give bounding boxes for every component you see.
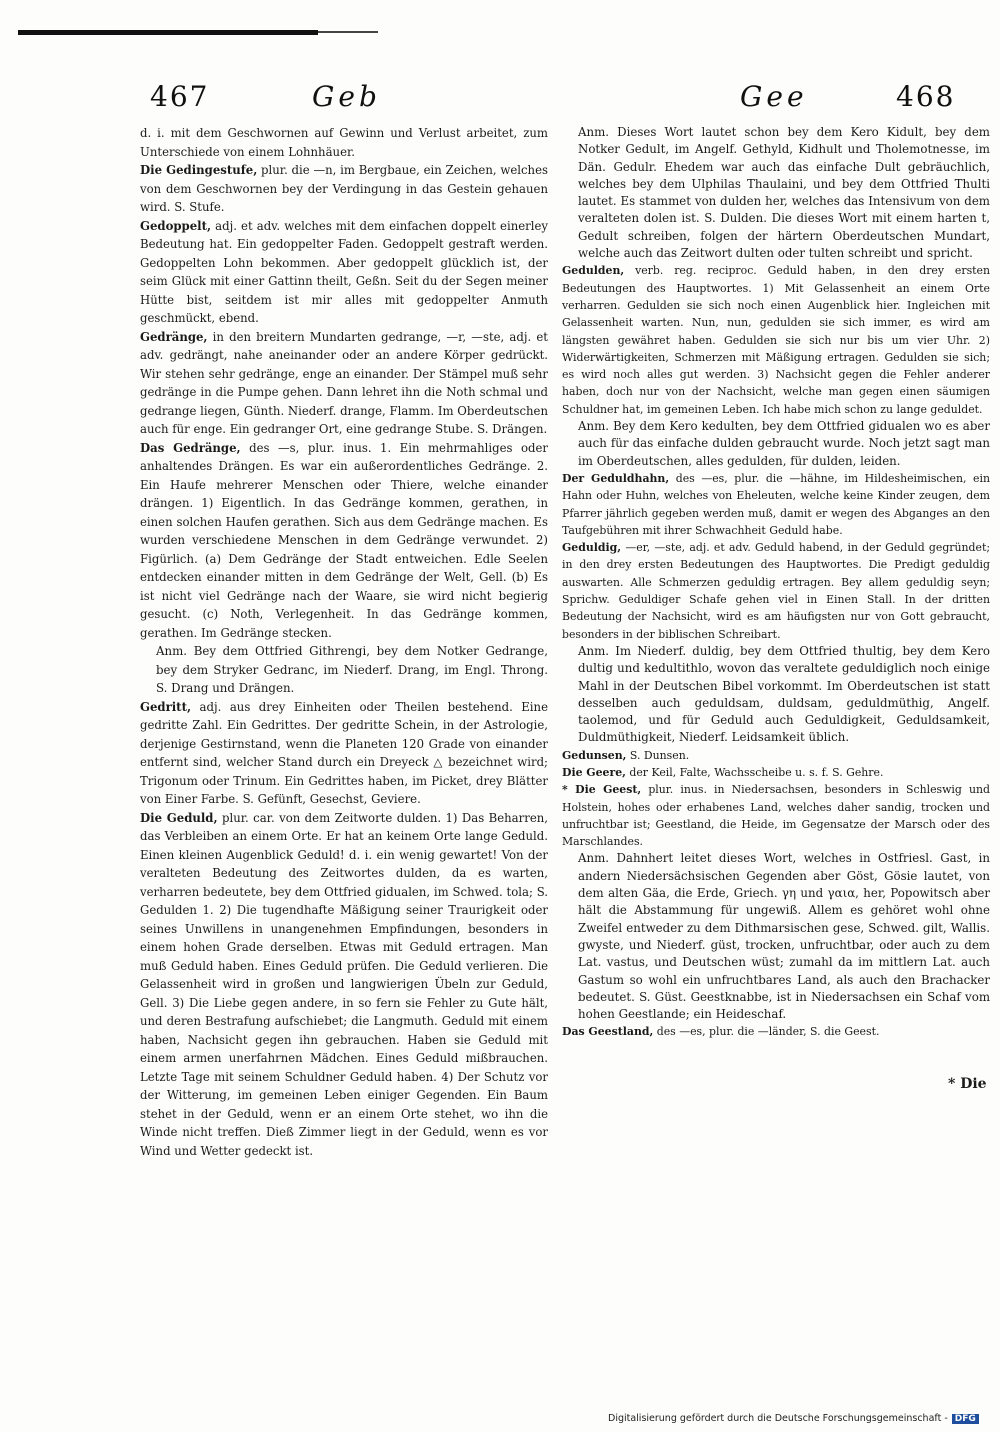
entry-text: des —es, plur. die —länder, S. die Geest. — [656, 1025, 880, 1039]
dictionary-entry — [140, 809, 548, 1161]
entry-lemma: Gedränge, — [140, 329, 208, 344]
catchword: * Die — [948, 1076, 987, 1092]
dictionary-entry — [140, 698, 548, 809]
dictionary-entry — [562, 781, 990, 850]
annotation-paragraph — [562, 850, 990, 1023]
entry-lemma: Gedulden, — [562, 264, 625, 278]
entry-text: Anm. Bey dem Kero kedulten, bey dem Ottfried gidualen wo es aber auch für das einfache dulden gebraucht wurde. Noch jetzt sagt man im Oberdeutschen, alles gedulden, für dulden, leiden. — [578, 419, 990, 468]
entry-text: der Keil, Falte, Wachsscheibe u. s. f. S. Gehre. — [629, 765, 884, 779]
annotation-paragraph — [562, 418, 990, 470]
dfg-logo: DFG — [952, 1414, 979, 1424]
entry-lemma: Das Geestland, — [562, 1025, 654, 1039]
dictionary-entry — [562, 262, 990, 418]
entry-text: plur. die —n, im Bergbaue, ein Zeichen, welches von dem Geschwornen bey der Verdingung in das Gestein gehauen wird. S. Stufe. — [140, 163, 548, 214]
right-text-column — [562, 124, 990, 1041]
left-page-number: 467 — [150, 80, 210, 113]
dictionary-entry — [140, 217, 548, 328]
dictionary-entry — [562, 1023, 990, 1040]
scan-edge-mark — [18, 30, 318, 35]
dictionary-entry — [140, 439, 548, 643]
footer-credit — [608, 1413, 979, 1424]
dictionary-entry — [140, 328, 548, 439]
annotation-paragraph — [562, 124, 990, 262]
entry-text: des —es, plur. die —hähne, im Hildesheimischen, ein Hahn oder Huhn, welches von Eheleuten, welche keine Kinder zeugen, dem Pfarrer jährlich gegeben werden muß, damit er wegen des Abganges an den Taufgebühren mit ihrer Schwachheit Geduld habe. — [562, 471, 990, 537]
entry-lemma: Gedritt, — [140, 699, 192, 714]
entry-text: Anm. Dieses Wort lautet schon bey dem Kero Kidult, bey dem Notker Gedult, im Angelf. Gethyld, Kidhult und Tholemotnesse, im Dän. Gedulr. Ehedem war auch das einfache Dult gebräuchlich, welches bey dem Ulphilas Thaulaini, und bey dem Ottfried Thulti lautet. Es stammet von dulden her, welches das Intensivum von dem veralteten dolen ist. S. Dulden. Die dieses Wort mit einem harten t, Gedult schreiben, folgen der härtern Oberdeutschen Mundart, welche auch das Zeitwort dulten oder tulten schreibt und spricht. — [578, 125, 990, 261]
scan-edge-mark-thin — [318, 31, 378, 33]
dictionary-entry — [562, 470, 990, 539]
entry-lemma: Die Geduld, — [140, 810, 218, 825]
entry-text: plur. inus. in Niedersachsen, besonders in Schleswig und Holstein, hohes oder erhabenes Land, welches daher sandig, trocken und unfruchtbar ist; Geestland, die Heide, im Gegensatze der Marsch oder des Marschlandes. — [562, 783, 990, 849]
entry-text: in den breitern Mundarten gedrange, —r, —ste, adj. et adv. gedrängt, nahe aneinander oder an andere Körper gedrückt. Wir stehen sehr gedränge, enge an einander. Der Stämpel muß sehr gedränge in die Pumpe gehen. Dann lehret ihn die Noth schmal und gedrange liegen, Günth. Niederf. drange, Flamm. Im Oberdeutschen auch für enge. Ein gedranger Ort, eine gedrange Stube. S. Drängen. — [140, 329, 548, 436]
right-page-number: 468 — [896, 80, 956, 113]
entry-lemma: * Die Geest, — [562, 783, 642, 797]
dictionary-entry — [562, 539, 990, 643]
left-text-column — [140, 124, 548, 1160]
entry-text: plur. car. von dem Zeitworte dulden. 1) Das Beharren, das Verbleiben an einem Orte. Er hat an keinem Orte lange Geduld. Einen kleinen Augenblick Geduld! d. i. ein wenig gewartet! Von der veralteten Bedeutung des Zeitwortes dulden, da es warten, verharren bedeutete, bey dem Ottfried gidualen, im Schwed. tola; S. Gedulden 1. 2) Die tugendhafte Mäßigung seiner Traurigkeit oder seines Unwillens in unangenehmen Empfindungen, besonders in einem hohen Grade derselben. Etwas mit Geduld ertragen. Man muß Geduld haben. Eines Geduld prüfen. Die Geduld verlieren. Die Gelassenheit wird in großen und langwierigen Übeln zur Geduld, Gell. 3) Die Liebe gegen andere, in so fern sie Fehler zu Gute hält, und deren Bestrafung aufschiebet; die Langmuth. Geduld mit einem haben, Nachsicht gegen ihn gebrauchen. Haben sie Geduld mit einem armen unerfahrnen Mädchen. Eines Geduld mißbrauchen. Letzte Tage mit seinem Schuldner Geduld haben. 4) Der Schutz vor der Witterung, im gemeinen Leben einiger Gegenden. Ein Baum stehet in der Geduld, wenn er an einem Orte stehet, wo ihn die Winde nicht treffen. Dieß Zimmer liegt in der Geduld, wenn es vor Wind und Wetter gedeckt ist. — [140, 810, 548, 1158]
entry-lemma: Die Geere, — [562, 765, 626, 779]
entry-lemma: Der Geduldhahn, — [562, 471, 670, 485]
right-running-head: Gee — [740, 80, 808, 113]
entry-lemma: Das Gedränge, — [140, 440, 241, 455]
left-running-head: Geb — [312, 80, 381, 113]
entry-text: Anm. Im Niederf. duldig, bey dem Ottfried thultig, bey dem Kero dultig und kedultithlo, wovon das veraltete geduldiglich noch einige Mahl in der Deutschen Bibel vorkommt. Im Oberdeutschen ist statt desselben auch geduldsam, duldsam, geduldmüthig, Angelf. taolemod, und für Geduld auch Geduldigkeit, Geduldsamkeit, Duldmüthigkeit, Niederf. Leidsamkeit üblich. — [578, 643, 990, 745]
entry-text: S. Dunsen. — [629, 748, 690, 762]
entry-lemma: Gedoppelt, — [140, 218, 212, 233]
entry-text: verb. reg. reciproc. Geduld haben, in den drey ersten Bedeutungen des Hauptwortes. 1) Mit Gelassenheit an einem Orte verharren. Gedulden sie sich noch einen Augenblick hier. Ingleichen mit Gelassenheit warten. Nun, nun, gedulden sie sich immer, es wird am längsten gewähret haben. Gedulden sie sich nur bis um vier Uhr. 2) Widerwärtigkeiten, Schmerzen mit Mäßigung ertragen. Gedulden sie sich; es wird noch alles gut werden. 3) Nachsicht gegen die Fehler anderer haben, doch nur von der Nachsicht, welche man gegen einen säumigen Schuldner hat, im gemeinen Leben. Ich habe mich schon zu lange geduldet. — [562, 264, 990, 416]
entry-lemma: Geduldig, — [562, 541, 622, 555]
entry-text: adj. aus drey Einheiten oder Theilen bestehend. Eine gedritte Zahl. Ein Gedrittes. Der gedritte Schein, in der Astrologie, derjenige Gestirnstand, wenn die Planeten 120 Grade von einander entfernt sind, welcher Stand durch ein Dreyeck △ bezeichnet wird; Trigonum oder Trinum. Ein Gedrittes haben, im Picket, drey Blätter von Einer Farbe. S. Gefünft, Gesechst, Geviere. — [140, 699, 548, 806]
annotation-paragraph — [562, 643, 990, 747]
dictionary-entry — [140, 124, 548, 161]
dictionary-entry — [562, 747, 990, 764]
entry-text: d. i. mit dem Geschwornen auf Gewinn und Verlust arbeitet, zum Unterschiede von einem Lohnhäuer. — [140, 126, 548, 159]
entry-lemma: Gedunsen, — [562, 748, 627, 762]
entry-text: Anm. Bey dem Ottfried Githrengi, bey dem Notker Gedrange, bey dem Stryker Gedranc, im Niederf. Drang, im Engl. Throng. S. Drang und Drängen. — [156, 644, 548, 695]
footer-text: Digitalisierung gefördert durch die Deutsche Forschungsgemeinschaft - — [608, 1413, 948, 1424]
entry-text: Anm. Dahnhert leitet dieses Wort, welches in Ostfriesl. Gast, in andern Niedersächsischen Gegenden aber Göst, Gösie lautet, von dem alten Gäa, die Erde, Griech. γη und γαια, her, Popowitsch aber hält die Abstammung für ungewiß. Allem es gehöret wohl ohne Zweifel entweder zu dem Dithmarsischen gese, Schwed. gilt, Wallis. gwyste, und Niederf. güst, trocken, unfruchtbar, oder auch zu dem Lat. vastus, und Deutschen wüst; zumahl da im mittlern Lat. auch Gastum so wohl ein unfruchtbares Land, als auch den Brachacker bedeutet. S. Güst. Geestknabbe, ist in Niedersachsen ein Schaf vom hohen Geestlande; ein Heideschaf. — [578, 851, 990, 1022]
entry-text: adj. et adv. welches mit dem einfachen doppelt einerley Bedeutung hat. Ein gedoppelter Faden. Gedoppelt gestraft werden. Gedoppelten Lohn bekommen. Aber gedoppelt glücklich ist, der seim Glück mit einer Gattinn theilt, Geßn. Seit du der Segen meiner Hütte bist, seitdem ist mir alles mit gedoppelter Anmuth geschmückt, ebend. — [140, 218, 549, 325]
entry-text: des —s, plur. inus. 1. Ein mehrmahliges oder anhaltendes Drängen. Es war ein außerordentliches Gedränge. 2. Ein Haufe mehrerer Menschen oder Thiere, welche einander drängen. 1) Eigentlich. In das Gedränge kommen, gerathen, in einen solchen Haufen gerathen. Sich aus dem Gedränge machen. Es wurden verschiedene Menschen in dem Gedränge verwundet. 2) Figürlich. (a) Dem Gedränge der Stadt entweichen. Edle Seelen entdecken einander mitten in dem Gedränge der Welt, Gell. (b) Es ist nicht viel Gedränge nach der Waare, sie wird nicht begierig gesucht. (c) Noth, Verlegenheit. In das Gedränge kommen, gerathen. Im Gedränge stecken. — [140, 440, 548, 640]
entry-text: —er, —ste, adj. et adv. Geduld habend, in der Geduld gegründet; in den drey ersten Bedeutungen des Hauptwortes. Die Predigt geduldig auswarten. Alle Schmerzen geduldig ertragen. Bey allem geduldig seyn; Sprichw. Geduldiger Schafe gehen viel in Einen Stall. In der dritten Bedeutung der Nachsicht, wird es am häufigsten nur von Gott gebraucht, besonders in der biblischen Schreibart. — [562, 541, 990, 641]
dictionary-entry — [562, 764, 990, 781]
annotation-paragraph — [140, 642, 548, 698]
dictionary-entry — [140, 161, 548, 217]
entry-lemma: Die Gedingestufe, — [140, 163, 258, 177]
